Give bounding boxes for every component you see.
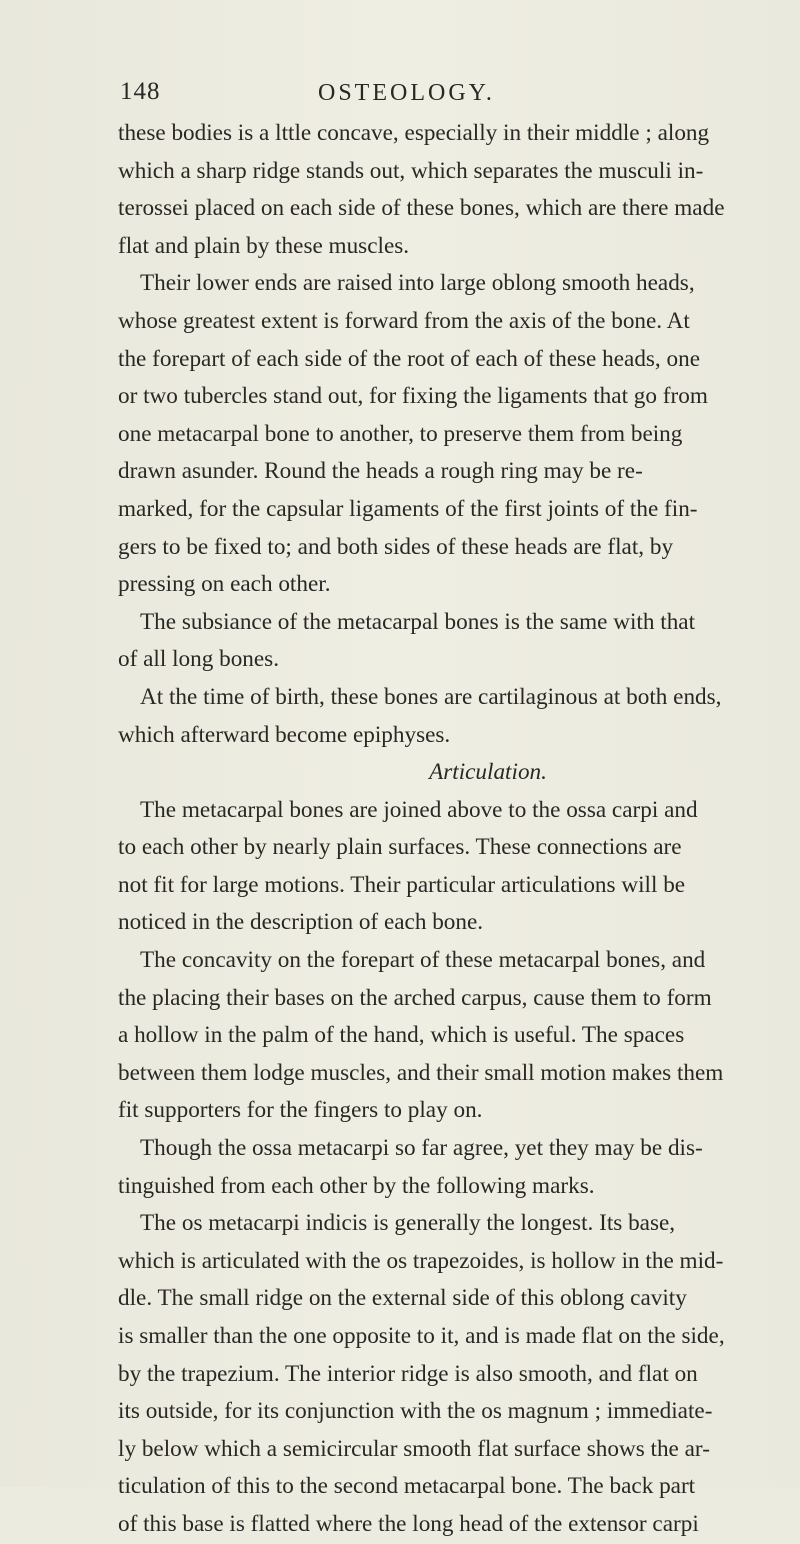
text-line: or two tubercles stand out, for fixing the ligaments that go from [118, 383, 708, 410]
text-line: drawn asunder. Round the heads a rough ring may be re- [118, 458, 643, 485]
text-line: these bodies is a lttle concave, especially in their middle ; along [118, 120, 710, 146]
text-line: flat and plain by these muscles. [118, 232, 410, 259]
text-line: the placing their bases on the arched carpus, cause them to form [118, 984, 712, 1011]
text-line: of this base is flatted where the long head of the extensor carpi [118, 1510, 699, 1537]
text-line: gers to be fixed to; and both sides of these heads are flat, by [118, 533, 674, 560]
text-line: is smaller than the one opposite to it, and is made flat on the side, [118, 1323, 725, 1349]
text-line: which is articulated with the os trapezoides, is hollow in the mid- [118, 1247, 724, 1274]
text-line: Their lower ends are raised into large oblong smooth heads, [140, 270, 695, 297]
text-line: noticed in the description of each bone. [118, 909, 484, 936]
text-line: marked, for the capsular ligaments of the first joints of the fin- [118, 495, 698, 522]
text-line: not fit for large motions. Their particular articulations will be [118, 871, 686, 898]
body-text [118, 115, 768, 1544]
text-line: whose greatest extent is forward from the axis of the bone. At [118, 307, 690, 334]
text-line: by the trapezium. The interior ridge is also smooth, and flat on [118, 1360, 698, 1387]
text-line: At the time of birth, these bones are cartilaginous at both ends, [140, 683, 722, 710]
section-heading-text: Articulation. [429, 759, 547, 786]
section-heading [118, 754, 768, 792]
text-line: one metacarpal bone to another, to preserve them from being [118, 420, 683, 447]
text-line: The subsiance of the metacarpal bones is the same with that [140, 608, 696, 635]
text-line: The concavity on the forepart of these metacarpal bones, and [140, 947, 706, 974]
text-line: tinguished from each other by the following marks. [118, 1172, 595, 1199]
text-line: Though the ossa metacarpi so far agree, yet they may be dis- [140, 1135, 703, 1162]
text-line: ly below which a semicircular smooth flat surface shows the ar- [118, 1435, 710, 1462]
page-number: 148 [120, 78, 161, 105]
text-line: ticulation of this to the second metacarpal bone. The back part [118, 1473, 696, 1500]
text-line: pressing on each other. [118, 571, 331, 598]
text-line: to each other by nearly plain surfaces. These connections are [118, 834, 682, 861]
text-line: which afterward become epiphyses. [118, 721, 451, 748]
text-line: its outside, for its conjunction with the os magnum ; immediate- [118, 1398, 713, 1425]
text-line: of all long bones. [118, 646, 279, 673]
text-line: The metacarpal bones are joined above to the ossa carpi and [140, 796, 698, 823]
text-line: which a sharp ridge stands out, which separates the musculi in- [118, 157, 704, 184]
text-line: terossei placed on each side of these bones, which are there made [118, 195, 725, 222]
text-line: a hollow in the palm of the hand, which is useful. The spaces [118, 1022, 685, 1049]
text-line: between them lodge muscles, and their small motion makes them [118, 1059, 724, 1086]
text-line: the forepart of each side of the root of each of these heads, one [118, 345, 701, 372]
header-title: OSTEOLOGY. [318, 80, 495, 106]
text-line: The os metacarpi indicis is generally the longest. Its base, [140, 1210, 676, 1237]
text-line: fit supporters for the fingers to play on. [118, 1097, 483, 1124]
text-line: dle. The small ridge on the external side of this oblong cavity [118, 1285, 687, 1312]
running-head [110, 78, 760, 110]
